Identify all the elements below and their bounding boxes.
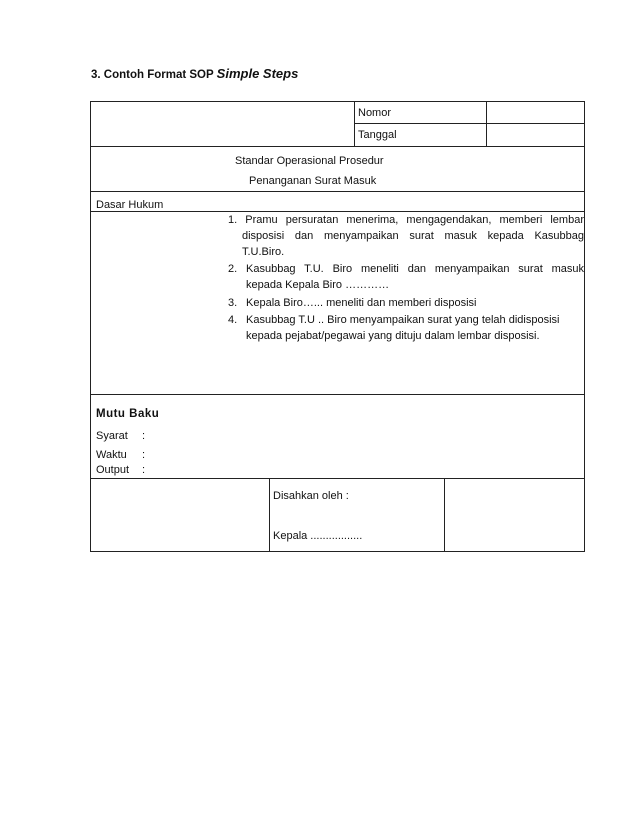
step-4-number: 4. — [228, 314, 238, 326]
section-heading — [91, 66, 298, 81]
step-2-line-1: 2. Kasubbag T.U. Biro meneliti dan menyampaikan surat masuk — [228, 263, 584, 275]
dasar-hukum-label: Dasar Hukum — [96, 199, 164, 211]
mutu-baku-label: Mutu Baku — [96, 408, 160, 420]
title-line-1: Standar Operasional Prosedur — [235, 155, 384, 167]
step-1-line-3: T.U.Biro. — [242, 246, 285, 258]
syarat-label: Syarat — [96, 430, 128, 442]
mutu-baku-bottom-border — [91, 478, 584, 479]
title-line-2: Penanganan Surat Masuk — [249, 175, 377, 187]
header-col-divider-2 — [486, 102, 487, 146]
step-4-line-1: Kasubbag T.U .. Biro menyampaikan surat yang telah didisposisi — [246, 314, 560, 326]
waktu-colon: : — [142, 449, 146, 461]
tanggal-label: Tanggal — [358, 129, 397, 141]
waktu-label: Waktu — [96, 449, 127, 461]
step-4-line-2: kepada pejabat/pegawai yang dituju dalam lembar disposisi. — [246, 330, 540, 342]
step-3-text: Kepala Biro…... meneliti dan memberi disposisi — [246, 297, 477, 309]
header-bottom-border — [91, 146, 584, 147]
sop-table — [90, 101, 585, 552]
step-1-line-1: 1. Pramu persuratan menerima, mengagendakan, memberi lembar — [228, 214, 584, 226]
heading-emphasis: Simple Steps — [216, 66, 299, 81]
steps-bottom-border — [91, 394, 584, 395]
nomor-label: Nomor — [358, 107, 392, 119]
header-divider — [354, 123, 584, 124]
title-bottom-border — [91, 191, 584, 192]
footer-col-divider-2 — [444, 478, 445, 551]
step-1-line-2: disposisi dan menyampaikan surat masuk kepada Kasubbag — [242, 230, 584, 242]
output-colon: : — [142, 464, 146, 476]
step-3-number: 3. — [228, 297, 238, 309]
step-2-line-2: kepada Kepala Biro ………… — [246, 279, 390, 291]
kepala-label: Kepala ................. — [273, 530, 363, 542]
header-col-divider-1 — [354, 102, 355, 146]
heading-prefix: 3. Contoh Format SOP — [91, 69, 214, 81]
disahkan-label: Disahkan oleh : — [273, 490, 349, 502]
output-label: Output — [96, 464, 130, 476]
footer-col-divider-1 — [269, 478, 270, 551]
syarat-colon: : — [142, 430, 146, 442]
